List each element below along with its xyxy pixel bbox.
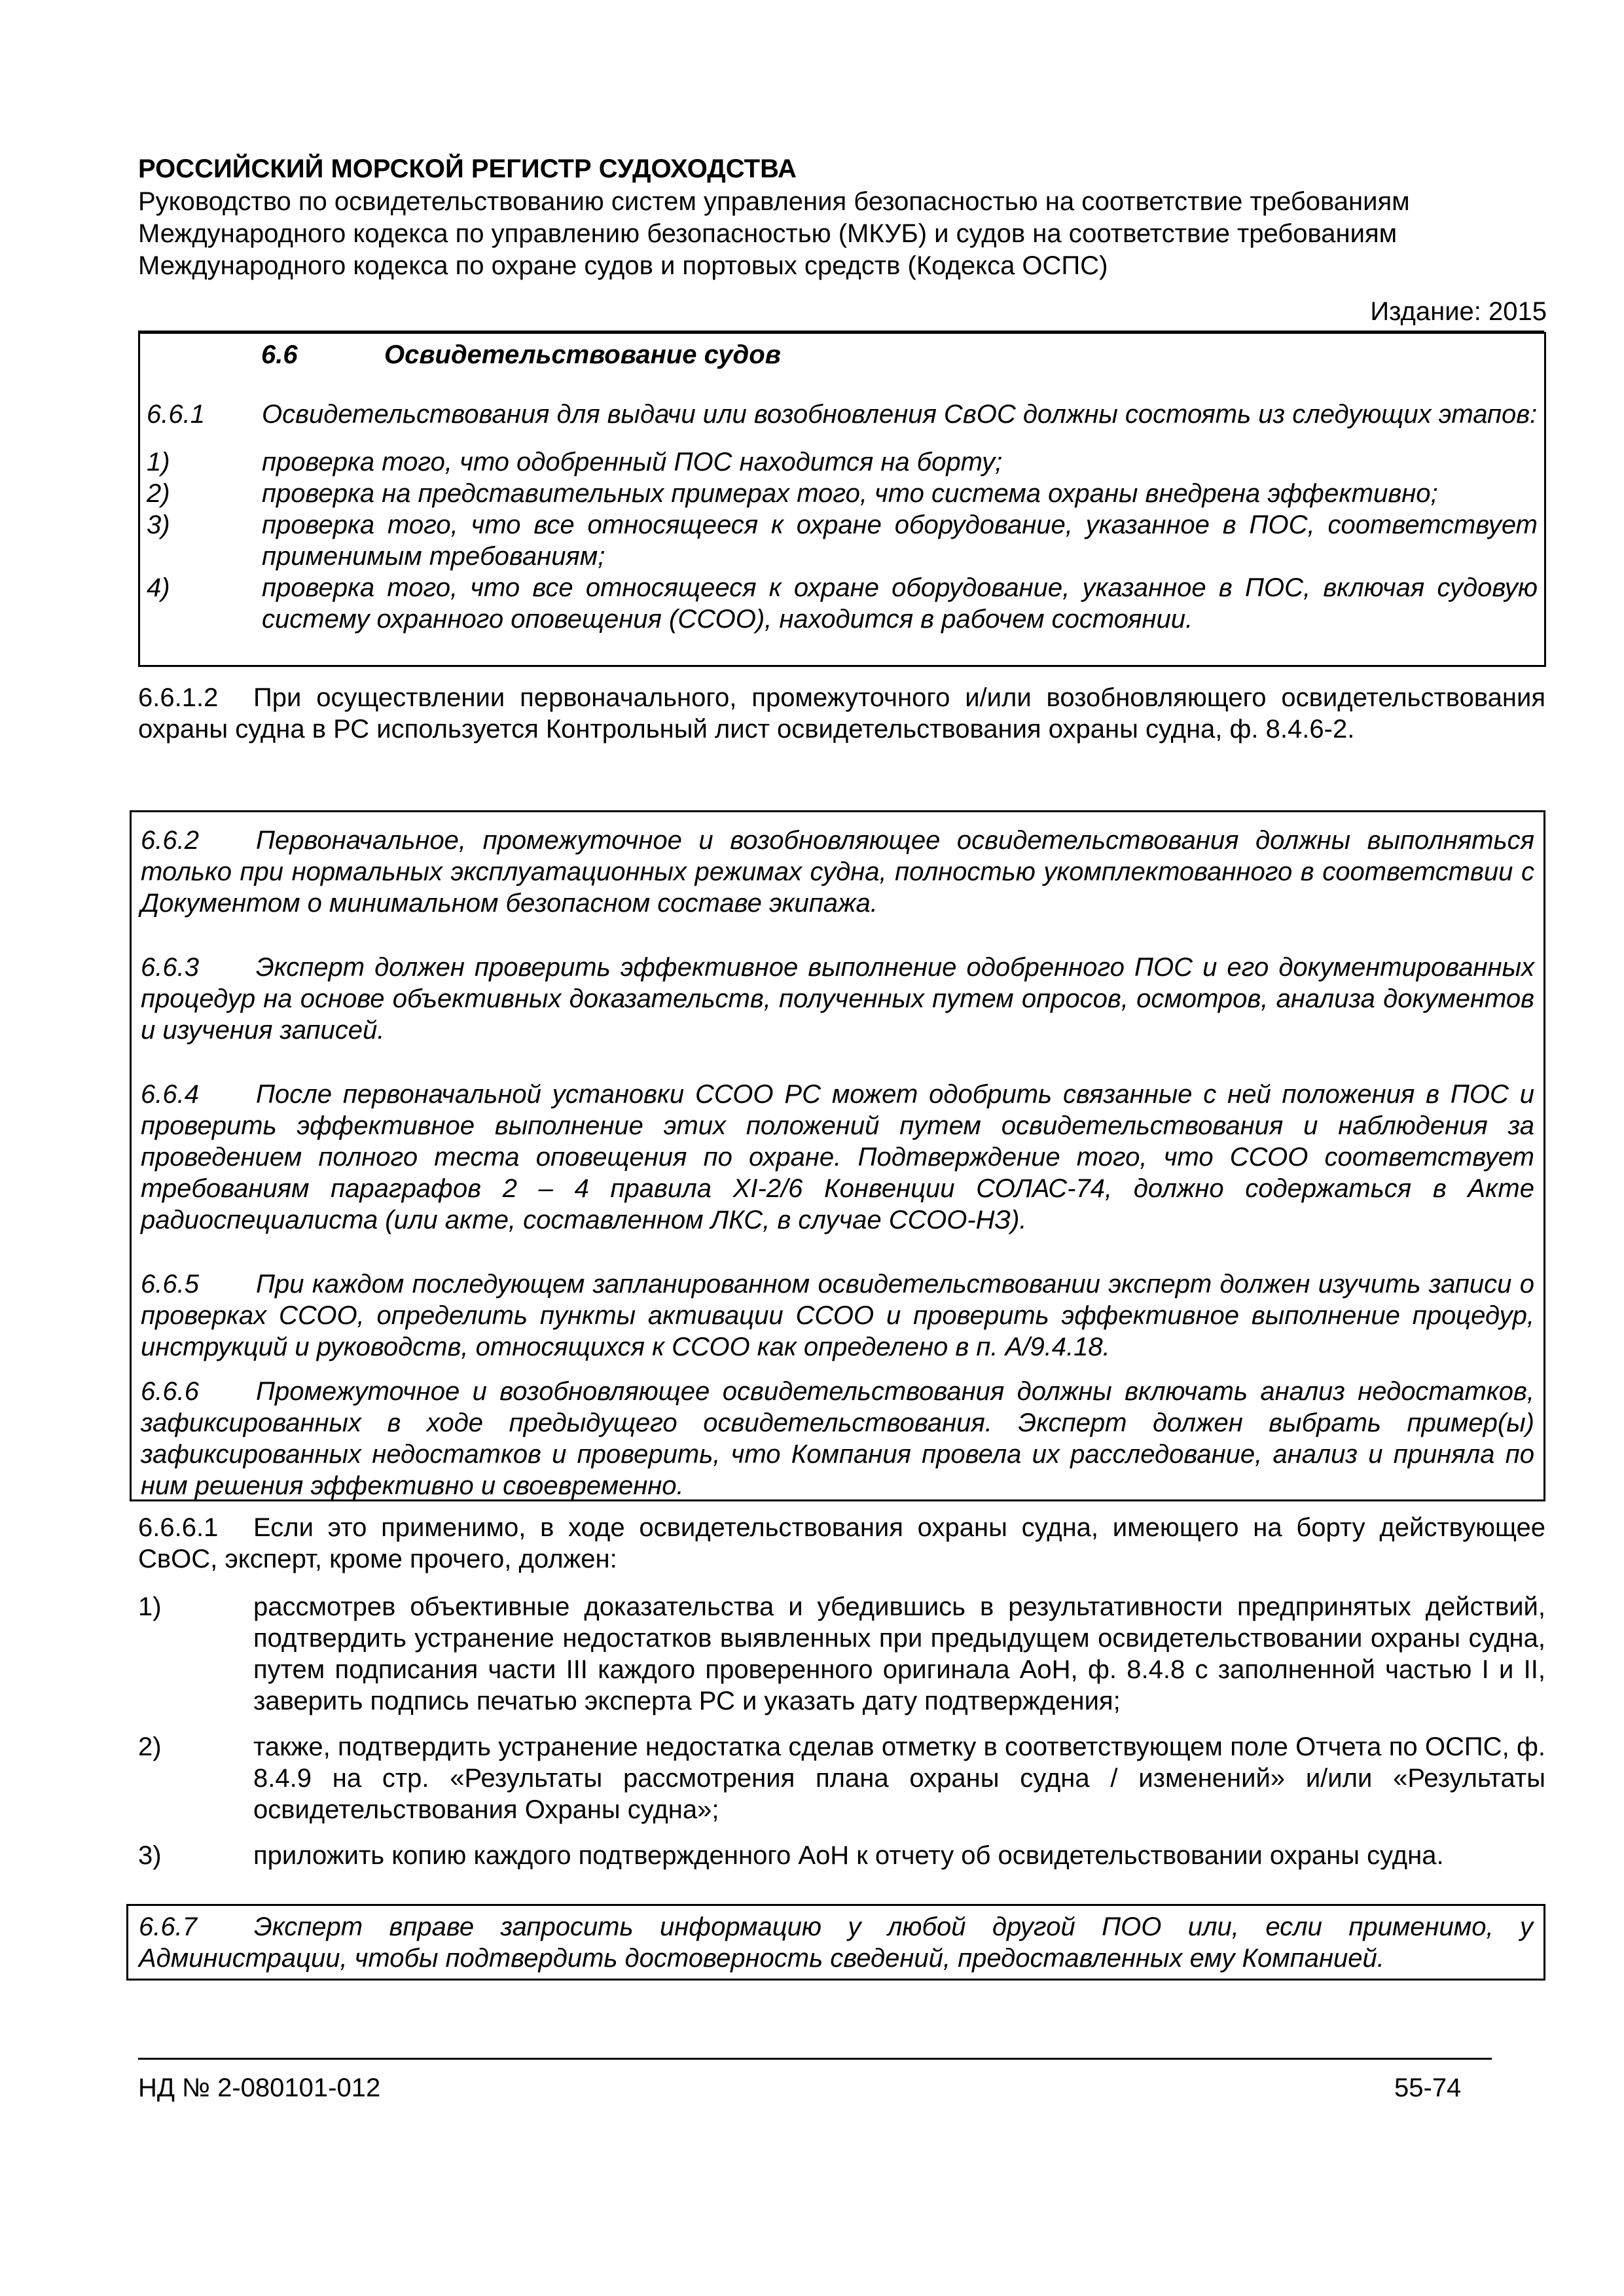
paragraph-6-6-6 [141, 1376, 1534, 1501]
paragraph-number: 6.6.6.1 [138, 1513, 219, 1542]
paragraph-6-6-7 [139, 1911, 1533, 1974]
list-item-number: 1) [138, 1592, 162, 1621]
paragraph-number: 6.6.2 [141, 826, 199, 855]
list-item-text: проверка того, что все относящееся к охране оборудование, указанное в ПОС, соответствует применимым требованиям; [262, 511, 1538, 571]
list-item [147, 478, 1538, 509]
paragraph-number: 6.6.3 [141, 953, 199, 982]
list-item-number: 3) [138, 1841, 162, 1870]
paragraph-number: 6.6.5 [141, 1270, 199, 1299]
list-item [147, 572, 1538, 635]
paragraph-6-6-4 [141, 1079, 1534, 1236]
paragraph-6-6-2 [141, 825, 1534, 919]
list-item-number: 4) [147, 573, 170, 602]
organization-name: РОССИЙСКИЙ МОРСКОЙ РЕГИСТР СУДОХОДСТВА [138, 154, 797, 183]
document-subtitle-line-3: Международного кодекса по охране судов и портовых средств (Кодекса ОСПС) [138, 251, 1108, 280]
list-item [138, 1591, 1545, 1717]
list-item-text: проверка на представительных примерах того, что система охраны внедрена эффективно; [262, 479, 1438, 508]
paragraph-6-6-6-1 [138, 1512, 1545, 1871]
list-item [147, 446, 1538, 478]
document-subtitle-line-1: Руководство по освидетельствованию систем управления безопасностью на соответствие требованиям [138, 187, 1410, 216]
paragraph-6-6-1 [147, 399, 1538, 430]
paragraph-6-6-3 [141, 952, 1534, 1046]
section-6-6-box [138, 332, 1546, 667]
list-item-text: рассмотрев объективные доказательства и убедившись в результативности предпринятых действий, подтвердить устранение недостатков выявленных при предыдущем освидетельствовании охраны судна, путем подписания части III каждого проверенного оригинала АоН, ф. 8.4.8 с заполненной частью I и II, заверить подпись печатью эксперта РС и указать дату подтверждения; [253, 1592, 1545, 1715]
list-item-number: 3) [147, 511, 170, 539]
list-item-text: проверка того, что все относящееся к охране оборудование, указанное в ПОС, включая судовую систему охранного оповещения (ССОО), находится в рабочем состоянии. [262, 573, 1538, 634]
section-number: 6.6 [261, 340, 298, 369]
paragraph-intro [138, 1512, 1545, 1575]
paragraph-text: При каждом последующем запланированном освидетельствовании эксперт должен изучить записи о проверках ССОО, определить пункты активации ССОО и проверить эффективное выполнение процедур, инструкций и руководств, относящихся к ССОО как определено в п. А/9.4.18. [141, 1270, 1534, 1361]
document-subtitle-line-2: Международного кодекса по управлению безопасностью (МКУБ) и судов на соответствие требованиям [138, 219, 1398, 248]
paragraph-6-6-1-2 [138, 682, 1545, 745]
paragraph-number: 6.6.4 [141, 1080, 199, 1109]
edition-label: Издание: 2015 [1370, 297, 1547, 326]
paragraph-text: Первоначальное, промежуточное и возобновляющее освидетельствования должны выполняться только при нормальных эксплуатационных режимах судна, полностью укомплектованного в соответствии с Документом о минимальном безопасном составе экипажа. [141, 826, 1534, 918]
paragraph-6-6-5 [141, 1268, 1534, 1363]
list-item [138, 1840, 1545, 1871]
paragraphs-6-6-2-to-6-6-6-box [130, 810, 1545, 1501]
paragraph-text: Освидетельствования для выдачи или возобновления СвОС должны состоять из следующих этапов: [262, 400, 1538, 429]
document-number: НД № 2-080101-012 [138, 2073, 381, 2102]
section-title: Освидетельствование судов [384, 340, 781, 369]
list-item-number: 2) [138, 1732, 162, 1761]
page-number: 55-74 [1394, 2073, 1462, 2102]
list-item [147, 509, 1538, 572]
paragraph-text: Промежуточное и возобновляющее освидетельствования должны включать анализ недостатков, зафиксированных в ходе предыдущего освидетельствования. Эксперт должен выбрать пример(ы) зафиксированных недостатков и проверить, что Компания провела их расследование, анализ и приняла по ним решения эффективно и своевременно. [141, 1377, 1534, 1500]
paragraph-number: 6.6.1.2 [138, 683, 219, 712]
paragraph-text: Эксперт должен проверить эффективное выполнение одобренного ПОС и его документированных процедур на основе объективных доказательств, полученных путем опросов, осмотров, анализа документов и изучения записей. [141, 953, 1534, 1045]
list-item-number: 1) [147, 448, 170, 476]
list-item-text: проверка того, что одобренный ПОС находится на борту; [262, 448, 1003, 476]
section-heading [147, 339, 1538, 370]
list-item-number: 2) [147, 479, 170, 508]
list-item-text: приложить копию каждого подтвержденного АоН к отчету об освидетельствовании охраны судна. [253, 1841, 1444, 1870]
paragraph-text: Если это применимо, в ходе освидетельствования охраны судна, имеющего на борту действующее СвОС, эксперт, кроме прочего, должен: [138, 1513, 1545, 1573]
paragraph-number: 6.6.7 [139, 1912, 197, 1941]
paragraph-text: При осуществлении первоначального, промежуточного и/или возобновляющего освидетельствования охраны судна в РС используется Контрольный лист освидетельствования охраны судна, ф. 8.4.6-2. [138, 683, 1545, 744]
paragraph-text: Эксперт вправе запросить информацию у любой другой ПОО или, если применимо, у Администрации, чтобы подтвердить достоверность сведений, предоставленных ему Компанией. [139, 1912, 1533, 1973]
document-header [138, 152, 1545, 282]
paragraph-6-6-7-box [126, 1904, 1545, 1981]
paragraph-number: 6.6.1 [147, 400, 205, 429]
paragraph-text: После первоначальной установки ССОО РС может одобрить связанные с ней положения в ПОС и проверить эффективное выполнение этих положений путем освидетельствования и наблюдения за проведением полного теста оповещения по охране. Подтверждение того, что ССОО соответствует требованиям параграфов 2 – 4 правила XI-2/6 Конвенции СОЛАС-74, должно содержаться в Акте радиоспециалиста (или акте, составленном ЛКС, в случае ССОО-НЗ). [141, 1080, 1534, 1234]
footer-divider [138, 2058, 1492, 2060]
paragraph-number: 6.6.6 [141, 1377, 199, 1406]
list-item-text: также, подтвердить устранение недостатка сделав отметку в соответствующем поле Отчета по ОСПС, ф. 8.4.9 на стр. «Результаты рассмотрения плана охраны судна / изменений» и/или «Результаты освидетельствования Охраны судна»; [253, 1732, 1545, 1824]
list-item [138, 1731, 1545, 1825]
